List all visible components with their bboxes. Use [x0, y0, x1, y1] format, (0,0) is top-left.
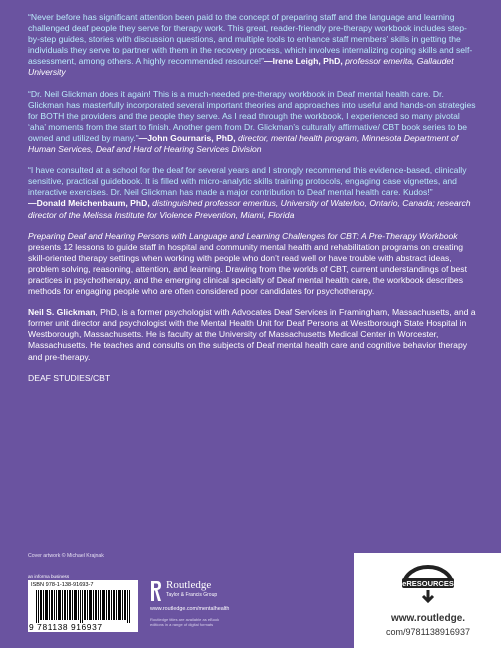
book-description: [28, 231, 478, 298]
endorsement-author: —Irene Leigh, PhD,: [263, 56, 343, 67]
informa-tagline: an informa business: [28, 574, 70, 579]
endorsement-3: [28, 165, 478, 220]
publisher-url[interactable]: www.routledge.com/mentalhealth: [150, 606, 230, 612]
subject-category: DEAF STUDIES/CBT: [28, 372, 111, 383]
eresources-badge-icon: [400, 563, 456, 607]
author-bio: [28, 307, 478, 362]
endorsement-author: —John Gournaris, PhD,: [138, 132, 236, 143]
endorsement-role: director, mental health program, Minnesota Department of Human Services, Deaf and Hard of Hearing Services Division: [28, 132, 459, 155]
eresources-panel: [354, 553, 501, 648]
barcode: [28, 580, 138, 632]
cover-credit: Cover artwork © Michael Krajnak: [28, 553, 104, 559]
barcode-bars: [36, 590, 132, 623]
endorsement-1: [28, 12, 478, 79]
description-text: presents 12 lessons to guide staff in hospital and community mental health and rehabilitation programs on creating skill-oriented therapy settings when working with people who don’t read well or have trouble with abstract ideas, problem solving, reasoning, attention, and learning. Drawing from the worlds of CBT, current understandings of best practices in psychotherapy, and the emerging clinical specialty of Deaf mental health care, the workbook describes methods for engaging people who are often considered poor candidates for psychotherapy.: [28, 241, 467, 297]
publisher-block: [150, 578, 300, 638]
endorsement-2: [28, 89, 478, 156]
content-column: [28, 12, 478, 383]
eresources-url-line1[interactable]: www.routledge.: [390, 613, 466, 624]
publisher-group: Taylor & Francis Group: [166, 592, 218, 598]
endorsement-quote: “I have consulted at a school for the deaf for several years and I strongly recommend this evidence-based, clinically sensitive, practical guidebook. It is filled with micro-analytic skills training protocols, engaging case vignettes, and interactive exercises. Dr. Neil Glickman has made a major contribution to Deaf mental health care. Kudos!”: [28, 165, 467, 198]
endorsement-quote: “Never before has significant attention been paid to the concept of preparing staff and the language and learning challenged deaf people they serve for therapy work. This great, reader-friendly pre-therapy workbook includes step-by-step guides, stories with discussion questions, and multiple tools to enhance staff members’ skills in getting the individuals they serve to partner with them in the recovery process, which involves internalizing coping skills and self-assessment, among others. A highly recommended resource!”: [28, 12, 473, 67]
endorsement-role: distinguished professor emeritus, University of Waterloo, Ontario, Canada; research director of the Melissa Institute for Violence Prevention, Miami, Florida: [28, 198, 471, 220]
eresources-url-line2[interactable]: com/9781138916937: [386, 627, 470, 637]
bio-text: , PhD, is a former psychologist with Advocates Deaf Services in Framingham, Massachusetts, and a former unit director and psychologist with the Mental Health Unit for Deaf Persons at Westborough State Hospital in Westborough, Massachusetts. He is faculty at the University of Massachusetts Medical Center in Worcester, Massachusetts. He teaches and consults on the subjects of Deaf mental health care and cognitive behavior therapy and pre-therapy.: [28, 307, 476, 362]
book-title: Preparing Deaf and Hearing Persons with Language and Learning Challenges for CBT: A Pre-Therapy Workbook: [28, 230, 458, 241]
publisher-name: Routledge: [166, 579, 212, 591]
endorsement-author: —Donald Meichenbaum, PhD,: [28, 198, 150, 209]
isbn-digits: 9 781138 916937: [29, 622, 103, 632]
ebook-note: Routledge titles are available as eBook editions in a range of digital formats: [150, 617, 220, 627]
eresources-badge-label: eRESOURCES: [402, 579, 454, 588]
endorsement-role: professor emerita, Gallaudet University: [28, 56, 454, 78]
endorsement-quote: “Dr. Neil Glickman does it again! This is a much-needed pre-therapy workbook in Deaf mental health care. Dr. Glickman has masterfully incorporated several important theories and approaches into useful and hands-on strategies for BOTH the providers and the people they serve. As I read through the workbook, I experienced so many pivotal ‘aha’ moments from the start to finish. Another gem from Dr. Glickman’s culturally affirmative/ CBT book series to be owned and utilized by many.”: [28, 88, 476, 143]
routledge-logo-icon: [150, 580, 162, 602]
isbn-label: ISBN 978-1-138-91693-7: [31, 582, 94, 588]
author-name: Neil S. Glickman: [28, 307, 96, 318]
